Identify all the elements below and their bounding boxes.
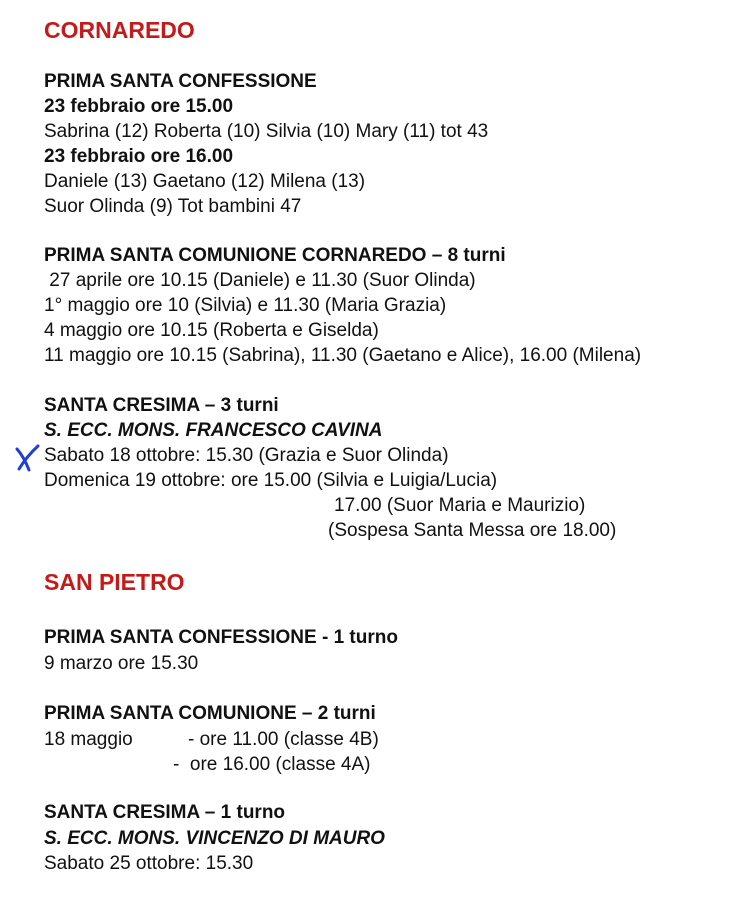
checkmark-icon (14, 443, 40, 473)
cresima-san-pietro-line: Sabato 25 ottobre: 15.30 (44, 853, 254, 874)
heading-confessione-san-pietro: PRIMA SANTA CONFESSIONE - 1 turno (44, 627, 398, 648)
section-title-cornaredo: CORNAREDO (44, 17, 195, 43)
cresima-line: Sabato 18 ottobre: 15.30 (Grazia e Suor Olinda) (44, 445, 449, 466)
heading-cresima-cornaredo: SANTA CRESIMA – 3 turni (44, 395, 279, 416)
confessione-slot2-groups-b: Suor Olinda (9) Tot bambini 47 (44, 196, 302, 217)
confessione-san-pietro-line: 9 marzo ore 15.30 (44, 653, 199, 674)
heading-comunione-san-pietro: PRIMA SANTA COMUNIONE – 2 turni (44, 703, 376, 724)
heading-comunione-cornaredo: PRIMA SANTA COMUNIONE CORNAREDO – 8 turni (44, 245, 506, 266)
confessione-slot2-time: 23 febbraio ore 16.00 (44, 146, 234, 167)
comunione-line: 4 maggio ore 10.15 (Roberta e Giselda) (44, 320, 379, 341)
confessione-slot1-time: 23 febbraio ore 15.00 (44, 96, 234, 117)
cresima-line: Domenica 19 ottobre: ore 15.00 (Silvia e Luigia/Lucia) (44, 470, 498, 491)
comunione-san-pietro-date: 18 maggio (44, 729, 133, 750)
comunione-san-pietro-turn2: - ore 16.00 (classe 4A) (173, 754, 371, 775)
cresima-celebrant-cornaredo: S. ECC. MONS. FRANCESCO CAVINA (44, 420, 383, 441)
comunione-line: 1° maggio ore 10 (Silvia) e 11.30 (Maria Grazia) (44, 295, 447, 316)
cresima-note: (Sospesa Santa Messa ore 18.00) (328, 520, 617, 541)
section-title-san-pietro: SAN PIETRO (44, 569, 185, 595)
heading-cresima-san-pietro: SANTA CRESIMA – 1 turno (44, 802, 286, 823)
heading-confessione-cornaredo: PRIMA SANTA CONFESSIONE (44, 71, 317, 92)
comunione-line: 11 maggio ore 10.15 (Sabrina), 11.30 (Gaetano e Alice), 16.00 (Milena) (44, 345, 642, 366)
confessione-slot1-groups: Sabrina (12) Roberta (10) Silvia (10) Mary (11) tot 43 (44, 121, 489, 142)
cresima-line: 17.00 (Suor Maria e Maurizio) (334, 495, 586, 516)
confessione-slot2-groups-a: Daniele (13) Gaetano (12) Milena (13) (44, 171, 366, 192)
comunione-san-pietro-turn1: - ore 11.00 (classe 4B) (188, 729, 379, 750)
cresima-celebrant-san-pietro: S. ECC. MONS. VINCENZO DI MAURO (44, 828, 385, 849)
comunione-line: 27 aprile ore 10.15 (Daniele) e 11.30 (Suor Olinda) (44, 270, 476, 291)
